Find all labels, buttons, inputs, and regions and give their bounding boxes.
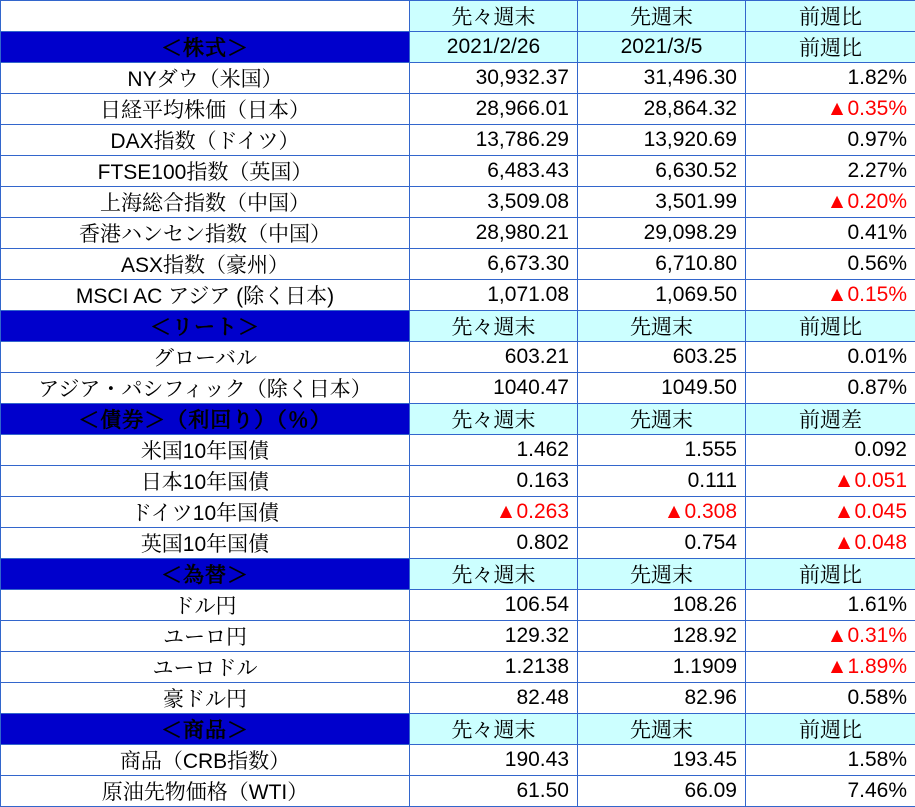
value-cell: 108.26 xyxy=(578,590,746,621)
value-cell: 28,966.01 xyxy=(410,94,578,125)
column-header-cell: 先週末 xyxy=(578,404,746,435)
row-label: 上海総合指数（中国） xyxy=(1,187,410,218)
table-body xyxy=(1,1,915,807)
value-cell: 1,071.08 xyxy=(410,280,578,311)
value-cell: 3,501.99 xyxy=(578,187,746,218)
column-header-cell: 先週末 xyxy=(578,714,746,745)
column-header-cell: 前週比 xyxy=(746,714,915,745)
value-cell: 1.2138 xyxy=(410,652,578,683)
row-label: NYダウ（米国） xyxy=(1,63,410,94)
value-cell: 66.09 xyxy=(578,776,746,807)
table-row xyxy=(1,435,915,466)
table-row xyxy=(1,497,915,528)
value-cell: 0.754 xyxy=(578,528,746,559)
value-cell: 1.82% xyxy=(746,63,915,94)
row-label: ドル円 xyxy=(1,590,410,621)
table-row xyxy=(1,280,915,311)
row-label: 米国10年国債 xyxy=(1,435,410,466)
table-row xyxy=(1,714,915,745)
row-label: MSCI AC アジア (除く日本) xyxy=(1,280,410,311)
value-cell: 6,483.43 xyxy=(410,156,578,187)
column-header-cell: 先々週末 xyxy=(410,1,578,32)
value-cell: 0.802 xyxy=(410,528,578,559)
table-row xyxy=(1,404,915,435)
value-cell: ▲0.045 xyxy=(746,497,915,528)
row-label: DAX指数（ドイツ） xyxy=(1,125,410,156)
row-label: 商品（CRB指数） xyxy=(1,745,410,776)
value-cell: 0.56% xyxy=(746,249,915,280)
table-row xyxy=(1,683,915,714)
section-header-label: ＜債券＞（利回り）（％） xyxy=(1,404,410,435)
value-cell: ▲0.308 xyxy=(578,497,746,528)
table-row xyxy=(1,63,915,94)
table-row xyxy=(1,187,915,218)
value-cell: 2.27% xyxy=(746,156,915,187)
value-cell: ▲0.35% xyxy=(746,94,915,125)
column-header-cell: 前週比 xyxy=(746,311,915,342)
column-header-cell: 前週比 xyxy=(746,559,915,590)
value-cell: 0.58% xyxy=(746,683,915,714)
value-cell: 0.092 xyxy=(746,435,915,466)
value-cell: 1.58% xyxy=(746,745,915,776)
table-row xyxy=(1,218,915,249)
column-header-cell: 先週末 xyxy=(578,559,746,590)
value-cell: 30,932.37 xyxy=(410,63,578,94)
value-cell: 1.462 xyxy=(410,435,578,466)
table-row xyxy=(1,249,915,280)
value-cell: 29,098.29 xyxy=(578,218,746,249)
value-cell: 0.111 xyxy=(578,466,746,497)
row-label: 日本10年国債 xyxy=(1,466,410,497)
section-header-label: ＜為替＞ xyxy=(1,559,410,590)
value-cell: 0.163 xyxy=(410,466,578,497)
row-label: 日経平均株価（日本） xyxy=(1,94,410,125)
value-cell: 1.555 xyxy=(578,435,746,466)
row-label: 豪ドル円 xyxy=(1,683,410,714)
value-cell: ▲0.31% xyxy=(746,621,915,652)
value-cell: 13,920.69 xyxy=(578,125,746,156)
value-cell: 1.61% xyxy=(746,590,915,621)
table-row xyxy=(1,590,915,621)
table-row xyxy=(1,125,915,156)
value-cell: 0.87% xyxy=(746,373,915,404)
column-header-cell: 前週比 xyxy=(746,1,915,32)
value-cell: 603.25 xyxy=(578,342,746,373)
value-cell: 0.97% xyxy=(746,125,915,156)
value-cell: 13,786.29 xyxy=(410,125,578,156)
section-header-label: ＜株式＞ xyxy=(1,32,410,63)
table-row xyxy=(1,621,915,652)
row-label: FTSE100指数（英国） xyxy=(1,156,410,187)
row-label: ユーロドル xyxy=(1,652,410,683)
value-cell: 28,980.21 xyxy=(410,218,578,249)
value-cell: 106.54 xyxy=(410,590,578,621)
value-cell: 0.01% xyxy=(746,342,915,373)
row-label: ユーロ円 xyxy=(1,621,410,652)
column-header-cell: 前週比 xyxy=(746,32,915,63)
value-cell: 6,710.80 xyxy=(578,249,746,280)
column-header-cell: 先々週末 xyxy=(410,559,578,590)
value-cell: 0.41% xyxy=(746,218,915,249)
table-row xyxy=(1,745,915,776)
value-cell: 128.92 xyxy=(578,621,746,652)
table-row xyxy=(1,373,915,404)
column-header-cell: 先週末 xyxy=(578,311,746,342)
table-corner-blank xyxy=(1,1,410,32)
column-header-cell: 先々週末 xyxy=(410,311,578,342)
table-row xyxy=(1,1,915,32)
table-row xyxy=(1,559,915,590)
value-cell: 6,673.30 xyxy=(410,249,578,280)
value-cell: 603.21 xyxy=(410,342,578,373)
table-row xyxy=(1,311,915,342)
value-cell: 28,864.32 xyxy=(578,94,746,125)
column-header-cell: 2021/2/26 xyxy=(410,32,578,63)
value-cell: ▲1.89% xyxy=(746,652,915,683)
value-cell: 82.48 xyxy=(410,683,578,714)
value-cell: 6,630.52 xyxy=(578,156,746,187)
column-header-cell: 前週差 xyxy=(746,404,915,435)
column-header-cell: 2021/3/5 xyxy=(578,32,746,63)
table-row xyxy=(1,342,915,373)
value-cell: 31,496.30 xyxy=(578,63,746,94)
section-header-label: ＜商品＞ xyxy=(1,714,410,745)
value-cell: 1,069.50 xyxy=(578,280,746,311)
value-cell: ▲0.051 xyxy=(746,466,915,497)
table-row xyxy=(1,528,915,559)
value-cell: 3,509.08 xyxy=(410,187,578,218)
value-cell: 82.96 xyxy=(578,683,746,714)
row-label: ASX指数（豪州） xyxy=(1,249,410,280)
row-label: ドイツ10年国債 xyxy=(1,497,410,528)
table-row xyxy=(1,156,915,187)
table-row xyxy=(1,466,915,497)
value-cell: 61.50 xyxy=(410,776,578,807)
column-header-cell: 先週末 xyxy=(578,1,746,32)
value-cell: ▲0.048 xyxy=(746,528,915,559)
section-header-label: ＜リート＞ xyxy=(1,311,410,342)
value-cell: ▲0.20% xyxy=(746,187,915,218)
value-cell: 7.46% xyxy=(746,776,915,807)
value-cell: 129.32 xyxy=(410,621,578,652)
column-header-cell: 先々週末 xyxy=(410,714,578,745)
column-header-cell: 先々週末 xyxy=(410,404,578,435)
row-label: グローバル xyxy=(1,342,410,373)
row-label: 香港ハンセン指数（中国） xyxy=(1,218,410,249)
table-row xyxy=(1,776,915,807)
row-label: アジア・パシフィック（除く日本） xyxy=(1,373,410,404)
value-cell: 193.45 xyxy=(578,745,746,776)
value-cell: ▲0.15% xyxy=(746,280,915,311)
value-cell: 190.43 xyxy=(410,745,578,776)
table-row xyxy=(1,652,915,683)
row-label: 英国10年国債 xyxy=(1,528,410,559)
value-cell: ▲0.263 xyxy=(410,497,578,528)
row-label: 原油先物価格（WTI） xyxy=(1,776,410,807)
value-cell: 1.1909 xyxy=(578,652,746,683)
value-cell: 1049.50 xyxy=(578,373,746,404)
value-cell: 1040.47 xyxy=(410,373,578,404)
table-row xyxy=(1,32,915,63)
table-row xyxy=(1,94,915,125)
